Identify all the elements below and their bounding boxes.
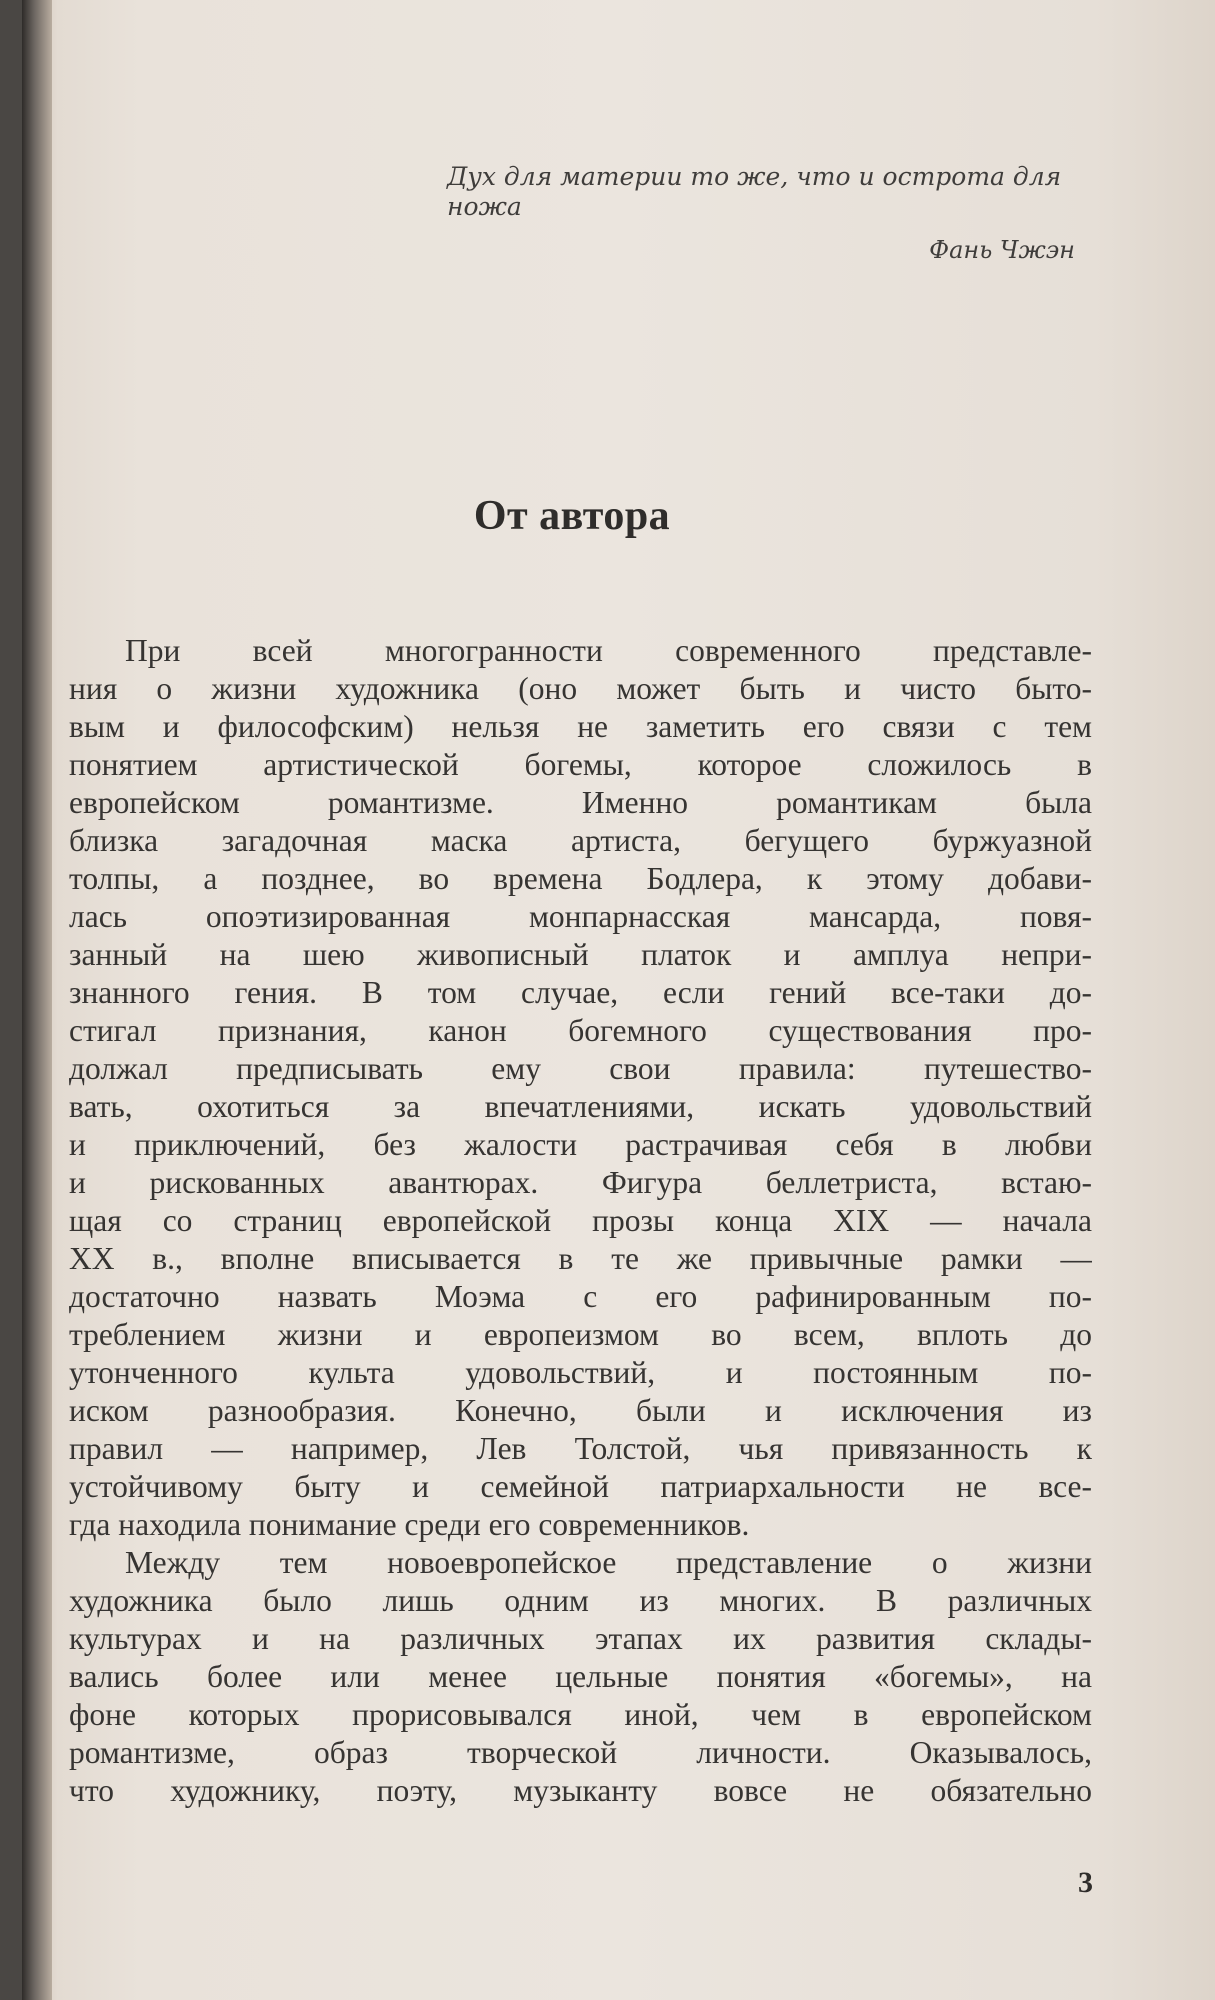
text-line: культурах и на различных этапах их развития склады- [69, 1621, 1092, 1656]
text-line: щая со страниц европейской прозы конца XIX — начала [69, 1203, 1092, 1238]
page-number: 3 [1078, 1866, 1093, 1899]
text-line: что художнику, поэту, музыканту вовсе не обязательно [69, 1773, 1092, 1808]
epigraph-text: Дух для материи то же, что и острота для ножа [447, 162, 1062, 221]
text-line: романтизме, образ творческой личности. Оказывалось, [69, 1735, 1092, 1770]
epigraph-author: Фань Чжэн [929, 236, 1075, 264]
book-page [22, 0, 1215, 2000]
text-line: занный на шею живописный платок и амплуа непри- [69, 937, 1092, 972]
text-line: лась опоэтизированная монпарнасская мансарда, повя- [69, 899, 1092, 934]
text-line: треблением жизни и европеизмом во всем, вплоть до [69, 1317, 1092, 1352]
text-line: фоне которых прорисовывался иной, чем в европейском [69, 1697, 1092, 1732]
text-line: и рискованных авантюрах. Фигура беллетриста, встаю- [69, 1165, 1092, 1200]
text-line: XX в., вполне вписывается в те же привычные рамки — [69, 1241, 1092, 1276]
text-line: ния о жизни художника (оно может быть и чисто быто- [69, 671, 1092, 706]
text-line: художника было лишь одним из многих. В различных [69, 1583, 1092, 1618]
text-line: утонченного культа удовольствий, и постоянным по- [69, 1355, 1092, 1390]
text-line: вым и философским) нельзя не заметить его связи с тем [69, 709, 1092, 744]
text-line: достаточно назвать Моэма с его рафинированным по- [69, 1279, 1092, 1314]
chapter-heading: От автора [473, 493, 671, 539]
text-line: вать, охотиться за впечатлениями, искать удовольствий [69, 1089, 1092, 1124]
text-line: правил — например, Лев Толстой, чья привязанность к [69, 1431, 1092, 1466]
text-line: гда находила понимание среди его современников. [69, 1507, 750, 1542]
text-line: и приключений, без жалости растрачивая себя в любви [69, 1127, 1092, 1162]
text-line: знанного гения. В том случае, если гений все-таки до- [69, 975, 1092, 1010]
text-line: иском разнообразия. Конечно, были и исключения из [69, 1393, 1092, 1428]
text-line: толпы, а позднее, во времена Бодлера, к этому добави- [69, 861, 1092, 896]
text-line: Между тем новоевропейское представление о жизни [125, 1545, 1092, 1580]
text-line: должал предписывать ему свои правила: путешество- [69, 1051, 1092, 1086]
text-line: стигал признания, канон богемного существования про- [69, 1013, 1092, 1048]
text-line: вались более или менее цельные понятия «богемы», на [69, 1659, 1092, 1694]
text-line: При всей многогранности современного представле- [125, 633, 1092, 668]
body-text [69, 632, 1092, 1810]
text-line: устойчивому быту и семейной патриархальности не все- [69, 1469, 1092, 1504]
book-spine-shadow [22, 0, 52, 2000]
text-line: понятием артистической богемы, которое сложилось в [69, 747, 1092, 782]
text-line: европейском романтизме. Именно романтикам была [69, 785, 1092, 820]
text-line: близка загадочная маска артиста, бегущего буржуазной [69, 823, 1092, 858]
